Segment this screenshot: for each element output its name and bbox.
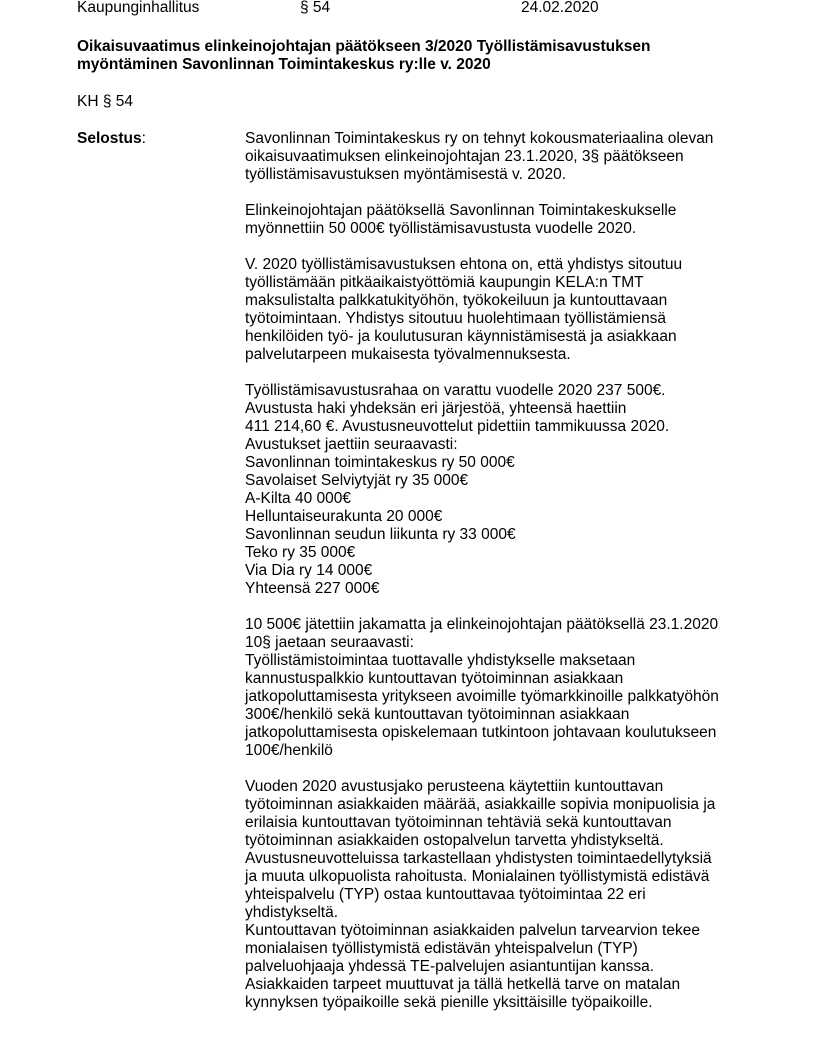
body-paragraph (245, 382, 805, 598)
paragraph-line: maksulistalta palkkatukityöhön, työkokeiluun ja kuntouttavaan (245, 292, 668, 309)
selostus-colon: : (141, 130, 146, 147)
title-line: Oikaisuvaatimus elinkeinojohtajan päätökseen 3/2020 Työllistämisavustuksen (77, 38, 651, 55)
paragraph-line: 300€/henkilö sekä kuntouttavan työtoiminnan asiakkaan (245, 706, 630, 723)
paragraph-line: Asiakkaiden tarpeet muuttuvat ja tällä hetkellä tarve on matalan (245, 976, 681, 993)
paragraph-line: Avustusneuvotteluissa tarkastellaan yhdistysten toimintaedellytyksiä (245, 850, 712, 867)
selostus-label-text: Selostus (77, 130, 142, 147)
header-body: Kaupunginhallitus (77, 0, 200, 16)
kh-reference: KH § 54 (77, 93, 134, 110)
paragraph-line: erilaisia kuntouttavan työtoiminnan tehtäviä sekä kuntouttavan (245, 814, 672, 831)
paragraph-line: palvelutarpeen mukaisesta työvalmennuksesta. (245, 346, 571, 363)
paragraph-line: jatkopoluttamisesta opiskelemaan tutkintoon johtavaan koulutukseen (245, 724, 717, 741)
paragraph-line: työllistämään pitkäaikaistyöttömiä kaupungin KELA:n TMT (245, 274, 644, 291)
body-paragraph (245, 616, 805, 760)
paragraph-line: 10§ jaetaan seuraavasti: (245, 634, 414, 651)
body-paragraph (245, 778, 805, 1012)
paragraph-line: Savonlinnan toimintakeskus ry 50 000€ (245, 454, 515, 471)
paragraph-line: Yhteensä 227 000€ (245, 580, 380, 597)
title-line: myöntäminen Savonlinnan Toimintakeskus ry:lle v. 2020 (77, 56, 491, 73)
paragraph-line: Savonlinnan seudun liikunta ry 33 000€ (245, 526, 516, 543)
paragraph-line: 100€/henkilö (245, 742, 333, 759)
header-section: § 54 (300, 0, 331, 16)
paragraph-line: kannustuspalkkio kuntouttavan työtoiminnan asiakkaan (245, 670, 624, 687)
paragraph-line: Teko ry 35 000€ (245, 544, 356, 561)
paragraph-line: Helluntaiseurakunta 20 000€ (245, 508, 443, 525)
paragraph-line: yhdistykseltä. (245, 904, 339, 921)
body-paragraph (245, 130, 805, 184)
paragraph-line: Savonlinnan Toimintakeskus ry on tehnyt kokousmateriaalina olevan (245, 130, 714, 147)
paragraph-line: palveluohjaaja yhdessä TE-palvelujen asiantuntijan kanssa. (245, 958, 655, 975)
paragraph-line: Avustusta haki yhdeksän eri järjestöä, yhteensä haettiin (245, 400, 627, 417)
page-header (0, 0, 816, 20)
paragraph-line: työtoiminnan asiakkaiden ostopalvelun tarvetta yhdistykseltä. (245, 832, 664, 849)
paragraph-line: työllistämisavustuksen myöntämisestä v. 2020. (245, 166, 567, 183)
paragraph-line: Via Dia ry 14 000€ (245, 562, 373, 579)
paragraph-line: monialaisen työllistymistä edistävän yhteispalvelun (TYP) (245, 940, 638, 957)
paragraph-line: kynnyksen työpaikoille sekä pienille yksittäisille työpaikoille. (245, 994, 653, 1011)
paragraph-line: A-Kilta 40 000€ (245, 490, 351, 507)
paragraph-line: yhteispalvelu (TYP) ostaa kuntouttavaa työtoimintaa 22 eri (245, 886, 646, 903)
paragraph-line: työtoiminnan asiakkaiden määrää, asiakkaille sopivia monipuolisia ja (245, 796, 716, 813)
paragraph-line: 411 214,60 €. Avustusneuvottelut pidettiin tammikuussa 2020. (245, 418, 670, 435)
paragraph-line: oikaisuvaatimuksen elinkeinojohtajan 23.1.2020, 3§ päätökseen (245, 148, 684, 165)
paragraph-line: Kuntouttavan työtoiminnan asiakkaiden palvelun tarvearvion tekee (245, 922, 700, 939)
paragraph-line: V. 2020 työllistämisavustuksen ehtona on, että yhdistys sitoutuu (245, 256, 683, 273)
header-date: 24.02.2020 (521, 0, 599, 16)
paragraph-line: Työllistämistoimintaa tuottavalle yhdistykselle maksetaan (245, 652, 636, 669)
paragraph-line: Elinkeinojohtajan päätöksellä Savonlinnan Toimintakeskukselle (245, 202, 677, 219)
paragraph-line: Avustukset jaettiin seuraavasti: (245, 436, 458, 453)
selostus-body (245, 130, 805, 1030)
body-paragraph (245, 256, 805, 364)
body-paragraph (245, 202, 805, 238)
paragraph-line: 10 500€ jätettiin jakamatta ja elinkeinojohtajan päätöksellä 23.1.2020 (245, 616, 719, 633)
paragraph-line: Työllistämisavustusrahaa on varattu vuodelle 2020 237 500€. (245, 382, 666, 399)
paragraph-line: henkilöiden työ- ja koulutusuran käynnistämisestä ja asiakkaan (245, 328, 677, 345)
paragraph-line: jatkopoluttamisesta yritykseen avoimille työmarkkinoille palkkatyöhön (245, 688, 719, 705)
paragraph-line: työtoimintaan. Yhdistys sitoutuu huolehtimaan työllistämiensä (245, 310, 667, 327)
paragraph-line: Vuoden 2020 avustusjako perusteena käytettiin kuntouttavan (245, 778, 664, 795)
paragraph-line: ja muuta ulkopuolista rahoitusta. Monialainen työllistymistä edistävä (245, 868, 710, 885)
paragraph-line: Savolaiset Selviytyjät ry 35 000€ (245, 472, 469, 489)
paragraph-line: myönnettiin 50 000€ työllistämisavustusta vuodelle 2020. (245, 220, 637, 237)
document-title (77, 38, 777, 74)
selostus-label (77, 130, 146, 148)
